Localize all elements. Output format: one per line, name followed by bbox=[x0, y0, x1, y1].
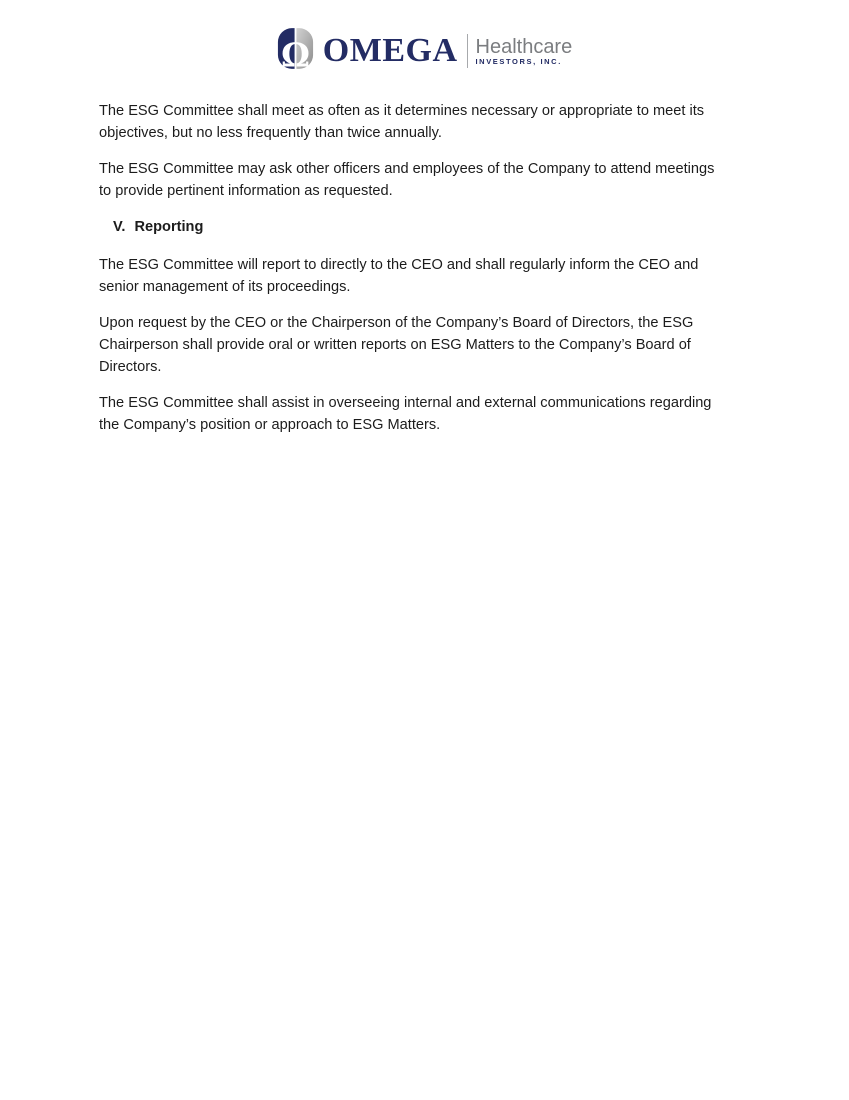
section-number: V. bbox=[113, 219, 126, 235]
text-line: The ESG Committee may ask other officers and employees of the Company to attend meetings bbox=[99, 161, 715, 177]
text-line: The ESG Committee shall assist in overseeing internal and external communications regarding bbox=[99, 395, 712, 411]
logo-subtext bbox=[476, 31, 573, 67]
paragraph-communications bbox=[99, 392, 799, 436]
logo-healthcare-text: Healthcare bbox=[475, 35, 573, 58]
logo-investors-text: INVESTORS, INC. bbox=[475, 56, 562, 66]
text-line: objectives, but no less frequently than twice annually. bbox=[99, 125, 442, 141]
paragraph-attendees bbox=[99, 158, 799, 202]
logo-inner bbox=[277, 26, 572, 71]
paragraph-meeting-frequency bbox=[99, 100, 799, 144]
paragraph-report-to-ceo bbox=[99, 254, 799, 298]
company-logo bbox=[0, 26, 849, 71]
section-title: Reporting bbox=[134, 219, 204, 235]
logo-wordmark: OMEGA bbox=[322, 31, 458, 69]
logo-divider bbox=[467, 34, 468, 68]
section-heading-reporting bbox=[99, 216, 799, 238]
text-line: The ESG Committee will report to directly to the CEO and shall regularly inform the CEO and bbox=[99, 257, 699, 273]
svg-text:Ω: Ω bbox=[280, 36, 310, 71]
text-line: the Company’s position or approach to ESG Matters. bbox=[99, 417, 441, 433]
text-line: Chairperson shall provide oral or written reports on ESG Matters to the Company’s Board of bbox=[99, 337, 691, 353]
document-body bbox=[99, 100, 799, 450]
text-line: Upon request by the CEO or the Chairperson of the Company’s Board of Directors, the ESG bbox=[99, 315, 694, 331]
text-line: senior management of its proceedings. bbox=[99, 279, 351, 295]
paragraph-board-reports bbox=[99, 312, 799, 378]
text-line: Directors. bbox=[99, 359, 162, 375]
omega-icon bbox=[277, 26, 314, 71]
text-line: to provide pertinent information as requested. bbox=[99, 183, 393, 199]
text-line: The ESG Committee shall meet as often as it determines necessary or appropriate to meet its bbox=[99, 103, 705, 119]
